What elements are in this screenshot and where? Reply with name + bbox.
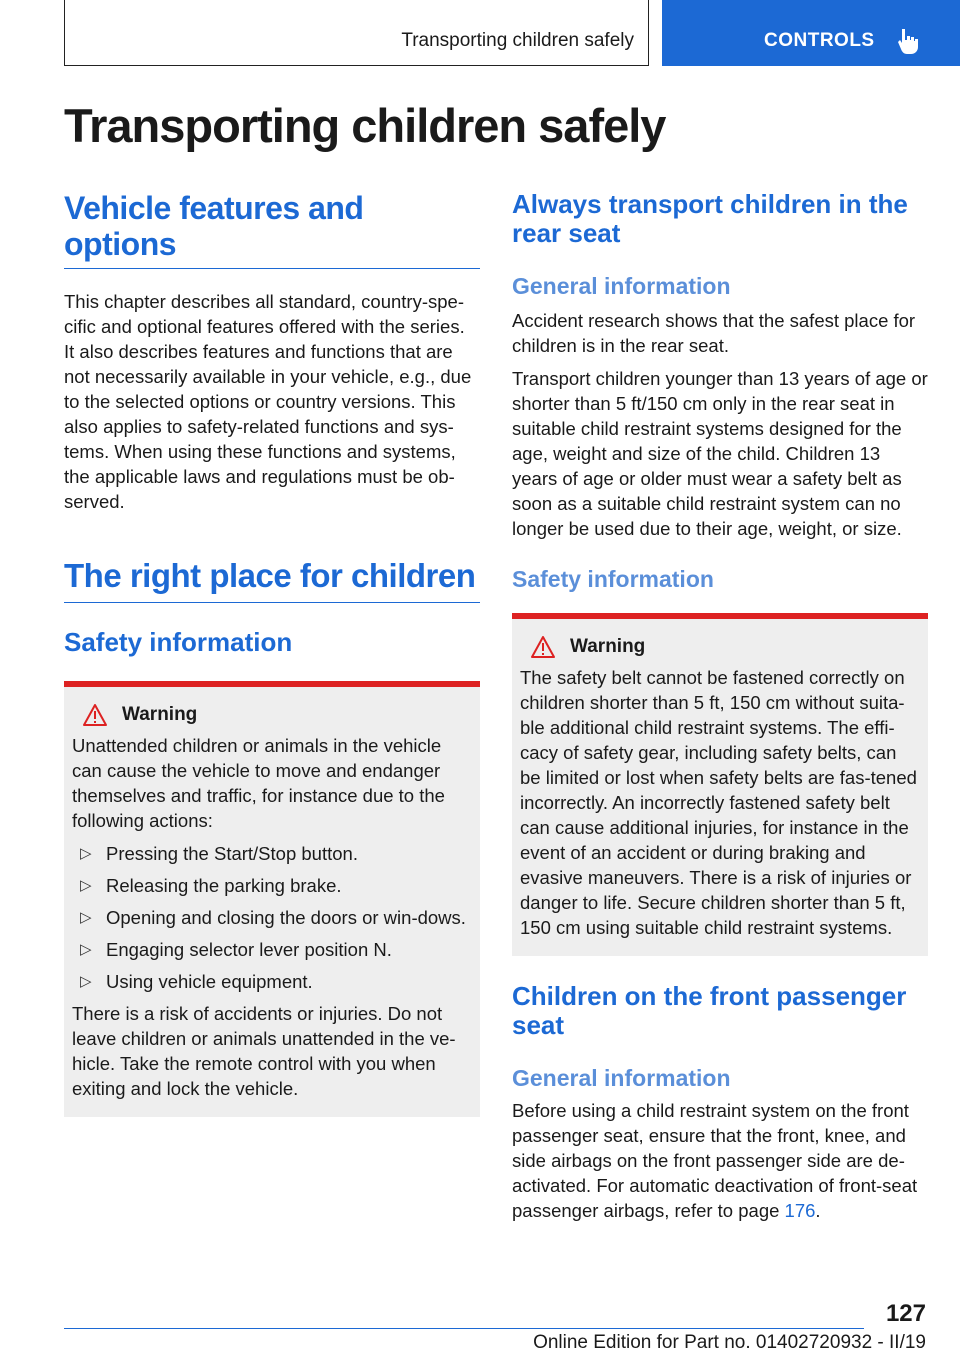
header-chapter-label: CONTROLS (764, 30, 875, 51)
heading-safety-information: Safety information (64, 627, 293, 657)
paragraph-rear-seat-a: Accident research shows that the safest place for children is in the rear seat. (512, 310, 916, 356)
heading-rear-seat: Always transport children in the rear seat (512, 189, 908, 248)
warning-outro: There is a risk of accidents or injuries. Do not leave children or animals unattended in the ve-hicle. Take the remote control with you when exiting and lock the vehicle. (72, 1003, 456, 1099)
warning-title-2: Warning (570, 636, 646, 657)
right-column (512, 190, 928, 1223)
warning-list (72, 841, 472, 994)
paragraph-rear-seat-b: Transport children younger than 13 years of age or shorter than 5 ft/150 cm only in the rear seat in suitable child restraint systems designed for the age, weight and size of the child. Children 13 years of age or older must wear a safety belt as soon as a suitable child restraint system can no longer be used due to their age, weight, or size. (512, 368, 928, 539)
pointing-hand-icon (896, 27, 922, 55)
header-section-box (64, 0, 649, 66)
heading-general-information-2: General information (512, 1065, 731, 1091)
page-title: Transporting children safely (64, 99, 666, 152)
warning-intro: Unattended children or animals in the vehicle can cause the vehicle to move and endanger themselves and traffic, for instance due to the following actions: (72, 735, 445, 831)
warning-title: Warning (122, 704, 198, 725)
paragraph-front-passenger: Before using a child restraint system on the front passenger seat, ensure that the front, knee, and side airbags on the front passenger side are de-activated. For automatic deactivation of front-seat passenger airbags, refer to page 176. (512, 1100, 918, 1221)
heading-front-passenger: Children on the front passenger seat (512, 981, 907, 1040)
footer-edition: Online Edition for Part no. 01402720932 - II/19 (533, 1332, 926, 1353)
warning-box (64, 681, 480, 1117)
heading-safety-information-2: Safety information (512, 566, 714, 592)
list-item: ▷ Pressing the Start/Stop button. (80, 843, 358, 864)
left-column (64, 190, 480, 1117)
header-chapter-tab[interactable] (662, 0, 960, 66)
heading-vehicle-features: Vehicle features and options (64, 190, 480, 269)
heading-right-place: The right place for children (64, 558, 480, 603)
page-reference-link[interactable]: 176 (784, 1200, 816, 1221)
warning-header-2 (520, 635, 920, 659)
list-item: ▷ Opening and closing the doors or win-dows. (80, 907, 466, 928)
warning-header (72, 703, 472, 727)
warning-text-2: The safety belt cannot be fastened correctly on children shorter than 5 ft, 150 cm without suita-ble additional child restraint systems. The effi-cacy of safety gear, including safety belts, can be limited or lost when safety belts are fas-tened incorrectly. An incorrectly fastened safety belt can cause additional injuries, for instance in the event of an accident or during braking and evasive maneuvers. There is a risk of injuries or danger to life. Secure children shorter than 5 ft, 150 cm using suitable child restraint systems. (520, 667, 917, 938)
warning-triangle-icon (530, 635, 556, 659)
footer-divider (64, 1328, 864, 1329)
heading-general-information-1: General information (512, 273, 731, 299)
page-number: 127 (885, 1300, 926, 1327)
list-item: ▷ Engaging selector lever position N. (80, 939, 392, 960)
paragraph-vehicle-features: This chapter describes all standard, country-spe-cific and optional features offered with the series. It also describes features and functions that are not necessarily available in your vehicle, e.g., due to the selected options or country versions. This also applies to safety-related functions and sys-tems. When using these functions and systems, the applicable laws and regulations must be ob-served. (64, 291, 472, 512)
warning-triangle-icon (82, 703, 108, 727)
list-item: ▷ Releasing the parking brake. (80, 875, 342, 896)
list-item: ▷ Using vehicle equipment. (80, 971, 313, 992)
warning-box-2 (512, 613, 928, 956)
header-section-title: Transporting children safely (401, 30, 634, 51)
